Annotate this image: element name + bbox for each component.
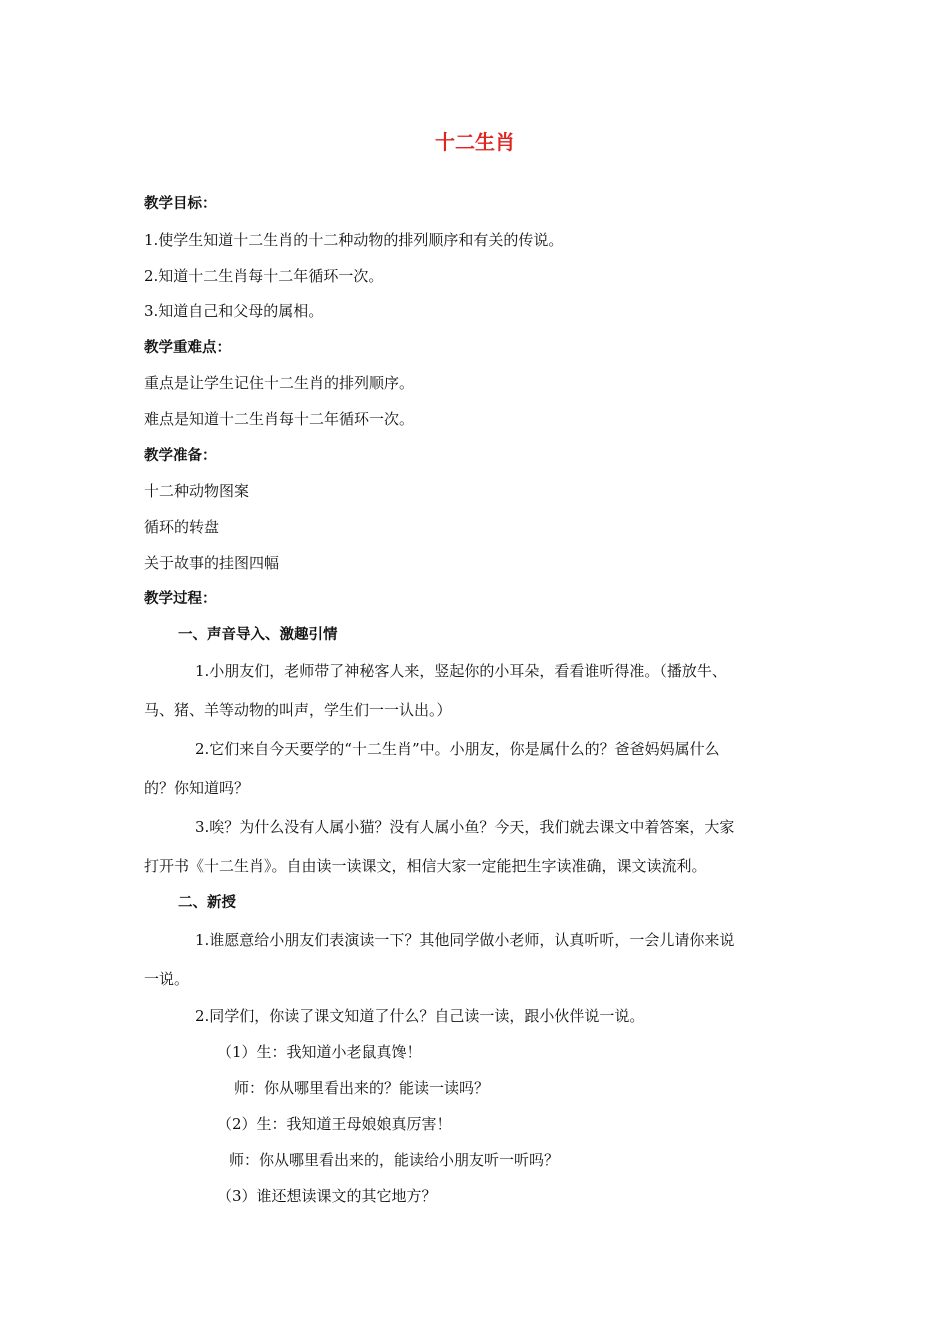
objective-item: 3.知道自己和父母的属相。 [144,302,324,320]
objective-item: 2.知道十二生肖每十二年循环一次。 [144,267,384,285]
section-2-paragraph: 1.谁愿意给小朋友们表演读一下？其他同学做小老师，认真听听，一会儿请你来说 [195,931,735,949]
preparation-heading: 教学准备： [144,448,217,464]
objective-item: 1.使学生知道十二生肖的十二种动物的排列顺序和有关的传说。 [144,231,564,249]
section-1-paragraph: 马、猪、羊等动物的叫声，学生们一一认出。） [144,701,452,719]
key-points-heading: 教学重难点： [144,340,231,356]
section-1-paragraph: 的？你知道吗？ [144,779,250,797]
key-point-item: 难点是知道十二生肖每十二年循环一次。 [144,410,415,428]
dialogue-reply: 师：你从哪里看出来的，能读给小朋友听一听吗？ [229,1151,560,1169]
preparation-item: 循环的转盘 [144,518,220,536]
section-1-paragraph: 打开书《十二生肖》。自由读一读课文，相信大家一定能把生字读准确，课文读流利。 [144,857,707,875]
section-2-heading: 二、新授 [178,895,236,911]
section-2-paragraph: 2.同学们，你读了课文知道了什么？自己读一读，跟小伙伴说一说。 [195,1007,645,1025]
process-heading: 教学过程： [144,591,217,607]
section-1-heading: 一、声音导入、激趣引情 [178,627,338,643]
page-title: 十二生肖 [435,130,515,154]
section-1-paragraph: 2.它们来自今天要学的“十二生肖”中。小朋友，你是属什么的？爸爸妈妈属什么 [195,740,720,758]
dialogue-line: （2）生：我知道王母娘娘真厉害！ [217,1115,452,1133]
dialogue-reply: 师：你从哪里看出来的？能读一读吗？ [234,1079,490,1097]
section-1-paragraph: 3.唉？为什么没有人属小猫？没有人属小鱼？今天，我们就去课文中着答案，大家 [195,818,735,836]
preparation-item: 关于故事的挂图四幅 [144,554,280,572]
dialogue-line: （1）生：我知道小老鼠真馋！ [217,1043,422,1061]
key-point-item: 重点是让学生记住十二生肖的排列顺序。 [144,374,415,392]
objectives-heading: 教学目标： [144,196,217,212]
section-2-paragraph: 一说。 [144,970,190,988]
section-1-paragraph: 1.小朋友们，老师带了神秘客人来，竖起你的小耳朵，看看谁听得准。（播放牛、 [195,662,727,680]
preparation-item: 十二种动物图案 [144,482,250,500]
dialogue-line: （3）谁还想读课文的其它地方？ [217,1187,437,1205]
